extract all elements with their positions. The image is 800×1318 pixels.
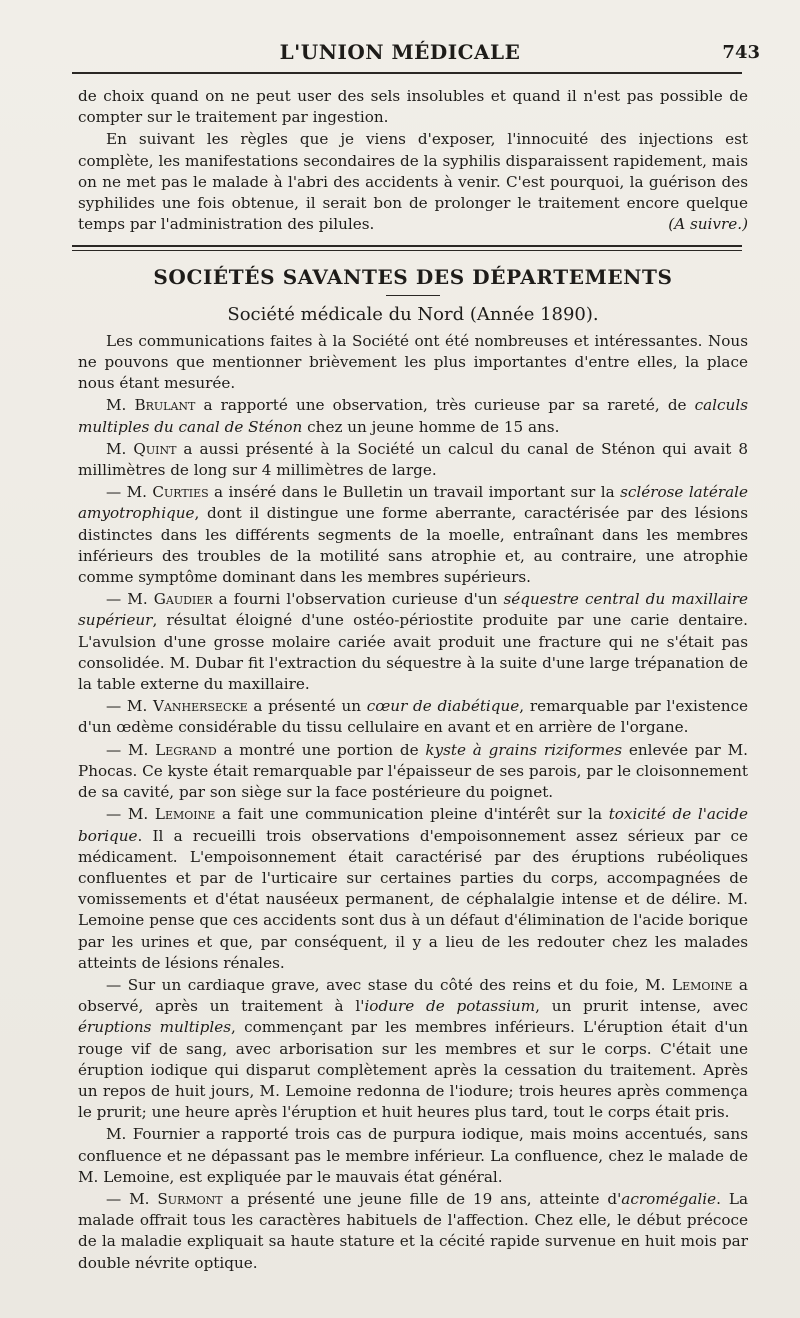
author-name: Gaudier (153, 590, 213, 609)
author-name: Lemoine (672, 975, 733, 994)
report-lemoine (78, 804, 748, 974)
text: M. (106, 439, 134, 458)
author-name: Quint (133, 439, 177, 458)
title-rule (386, 295, 440, 296)
page-number: 743 (722, 42, 760, 63)
text: — M. (106, 697, 153, 716)
section-title: SOCIÉTÉS SAVANTES DES DÉPARTEMENTS (153, 265, 673, 290)
topic: cœur de diabétique (366, 697, 520, 716)
text: a fourni l'observation curieuse d'un (212, 590, 504, 609)
page-header (0, 28, 800, 68)
text: — M. (106, 805, 155, 824)
text: — M. (106, 740, 156, 759)
topic: sclérose latérale amyotrophique (78, 483, 748, 523)
author-name: Surmont (157, 1189, 223, 1208)
text: a présenté une jeune fille de 19 ans, atteinte d' (222, 1189, 622, 1208)
text: , remarquable par l'existence d'un œdème considérable du tissu cellulaire en avant et en arrière de l'organe. (78, 697, 748, 737)
text: , résultat éloigné d'une ostéo-périostite produite par une carie dentaire. L'avulsion d'une grosse molaire cariée avait produit une fracture qui ne s'était pas consolidée. M. Dubar fit l'extraction du séquestre à la suite d'une large trépanation de la table externe du maxillaire. (78, 611, 748, 694)
header-rule (72, 72, 742, 74)
author-name: Lemoine (154, 805, 216, 824)
text: , commençant par les membres inférieurs. L'éruption était d'un rouge vif de sang, avec arborisation sur les membres et sur le corps. C'était une éruption iodique qui disparut complètement après la cessation du traitement. Après un repos de huit jours, M. Lemoine redonna de l'iodure; trois heures après commença le prurit; une heure après l'éruption et huit heures plus tard, tout le corps était pris. (78, 1018, 748, 1122)
report-curties (78, 482, 748, 588)
report-brulant (78, 395, 748, 437)
author-name: Legrand (155, 740, 217, 759)
author-name: Curties (152, 483, 209, 502)
journal-title: L'UNION MÉDICALE (279, 40, 521, 64)
report-surmont (78, 1189, 748, 1274)
text: — Sur un cardiaque grave, avec stase du côté des reins et du foie, M. (106, 975, 673, 994)
text: — M. (106, 590, 154, 609)
conclusion-paragraph (78, 129, 748, 235)
text: , un prurit intense, avec (535, 997, 748, 1016)
text: . La malade offrait tous les caractères habituels de l'affection. Chez elle, le début précoce de la maladie expliquait sa haute stature et la cécité rapide survenue en huit mois par double névrite optique. (78, 1189, 748, 1272)
text: a observé, après un traitement à l' (78, 975, 748, 1016)
text: a inséré dans le Bulletin un travail important sur la (208, 483, 621, 502)
topic: séquestre central du maxillaire supérieur (78, 590, 748, 630)
topic: éruptions multiples (78, 1018, 232, 1037)
society-title: Société médicale du Nord (Année 1890). (227, 303, 599, 325)
section-intro: Les communications faites à la Société ont été nombreuses et intéressantes. Nous ne pouvons que mentionner brièvement les plus importantes d'entre elles, la place nous étant mesurée. (78, 331, 748, 393)
text: a fait une communication pleine d'intérêt sur la (215, 805, 609, 824)
text: enlevée par M. Phocas. Ce kyste était remarquable par l'épaisseur de ses parois, par le cloisonnement de sa cavité, par son siège sur la face postérieure du poignet. (78, 740, 748, 802)
report-fournier: M. Fournier a rapporté trois cas de purpura iodique, mais moins accentués, sans confluence et ne dépassant pas le membre inférieur. La confluence, chez le malade de M. Lemoine, est expliquée par le mauvais état général. (78, 1125, 748, 1186)
text: a présenté un (247, 697, 367, 716)
topic: calculs multiples du canal de Sténon (78, 396, 748, 436)
topic: acromégalie (621, 1189, 717, 1208)
topic: kyste à grains riziformes (425, 740, 623, 759)
text: M. (106, 396, 135, 415)
author-name: Vanhersecke (153, 697, 248, 716)
report-legrand (78, 740, 748, 804)
text: chez un jeune homme de 15 ans. (302, 417, 560, 436)
text: — M. (106, 483, 153, 502)
continued-paragraph: de choix quand on ne peut user des sels insolubles et quand il n'est pas possible de compter sur le traitement par ingestion. (78, 87, 748, 127)
report-vanhersecke (78, 696, 748, 738)
text: — M. (106, 1189, 158, 1208)
report-gaudier (78, 589, 748, 695)
text: , dont il distingue une forme aberrante, caractérisée par des lésions distinctes dans les différents segments de la moelle, entraînant dans les membres inférieurs des troubles de la motilité sans atrophie et, au contraire, une atrophie comme symptôme dominant dans les membres supérieurs. (78, 504, 748, 587)
text: a aussi présenté à la Société un calcul du canal de Sténon qui avait 8 millimètres de long sur 4 millimètres de large. (78, 439, 748, 480)
report-quint (78, 439, 748, 481)
conclusion-text: En suivant les règles que je viens d'exposer, l'innocuité des injections est complète, les manifestations secondaires de la syphilis disparaissent rapidement, mais on ne met pas le malade à l'abri des accidents à venir. C'est pourquoi, la guérison des syphilides une fois obtenue, il serait bon de prolonger le traitement encore quelque temps par l'administration des pilules. (78, 130, 748, 234)
report-cardiaque (78, 975, 748, 1123)
topic: iodure de potassium (364, 997, 536, 1016)
to-be-continued: (A suivre.) (668, 215, 748, 234)
author-name: Brulant (134, 396, 196, 415)
text: a rapporté une observation, très curieuse par sa rareté, de (195, 396, 695, 415)
article-body (78, 86, 748, 1275)
text: . Il a recueilli trois observations d'empoisonnement assez sérieux par ce médicament. L'empoisonnement était caractérisé par des éruptions rubéoliques confluentes et par de l'urticaire sur certaines parties du corps, accompagnées de vomissements et d'état nauséeux permanent, de céphalalgie intense et de délire. M. Lemoine pense que ces accidents sont dus à un défaut d'élimination de l'acide borique par les urines et que, par conséquent, il y a lieu de les redouter chez les malades atteints de lésions rénales. (78, 826, 748, 972)
topic: toxicité de l'acide borique (78, 805, 748, 845)
text: a montré une portion de (216, 740, 426, 759)
